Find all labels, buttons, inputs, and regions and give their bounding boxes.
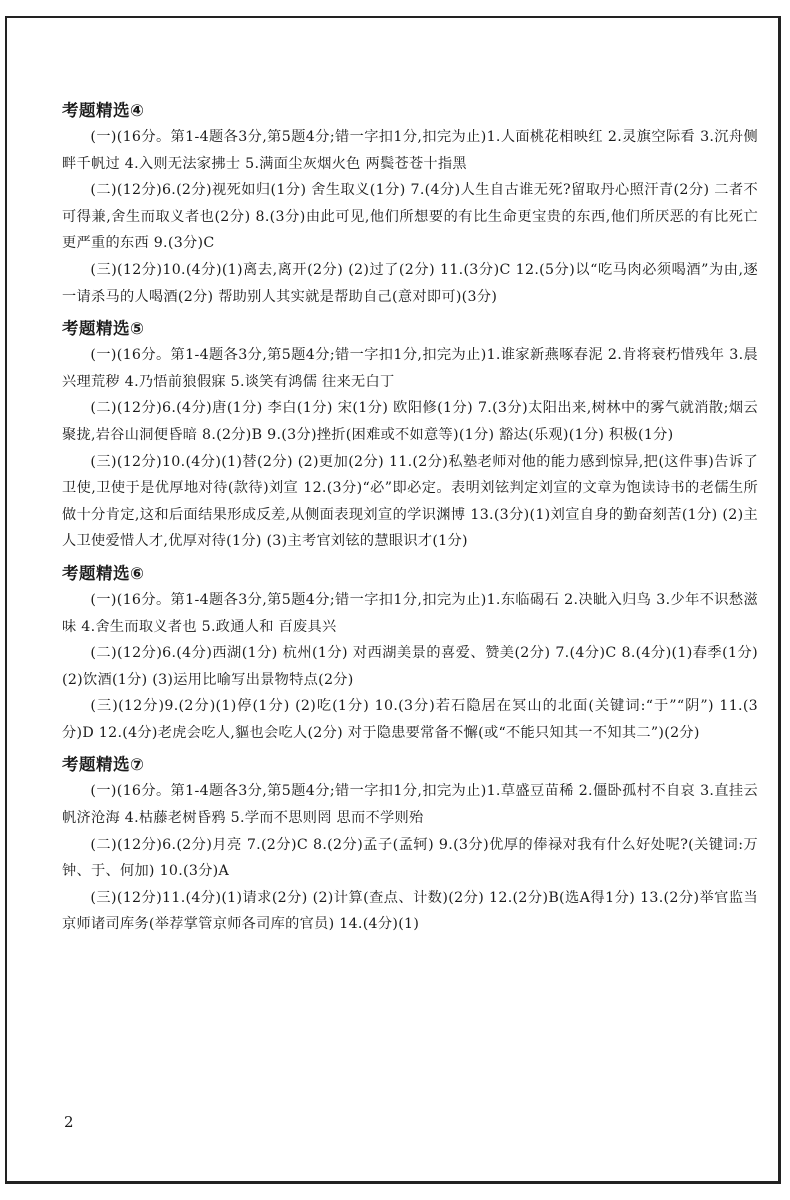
answer-paragraph: (三)(12分)9.(2分)(1)停(1分) (2)吃(1分) 10.(3分)若石隐居在冥山的北面(关键词:“于”“阴”) 11.(3分)D 12.(4分)老虎会吃人,貙也会吃人(2分) 对于隐患要常备不懈(或“不能只知其一不知其二”)(2分) xyxy=(62,698,758,741)
section-heading: 考题精选⑥ xyxy=(62,563,145,583)
answer-paragraph: (二)(12分)6.(2分)视死如归(1分) 舍生取义(1分) 7.(4分)人生自古谁无死?留取丹心照汗青(2分) 二者不可得兼,舍生而取义者也(2分) 8.(3分)由此可见,他们所想要的有比生命更宝贵的东西,他们所厌恶的有比死亡更严重的东西 9.(3分)C xyxy=(62,182,758,252)
answer-paragraph: (三)(12分)11.(4分)(1)请求(2分) (2)计算(查点、计数)(2分) 12.(2分)B(选A得1分) 13.(2分)举官监当京师诸司库务(举荐掌管京师各司库的官员) 14.(4分)(1) xyxy=(62,889,758,933)
page-number: 2 xyxy=(64,1113,74,1131)
answer-paragraph: (一)(16分。第1-4题各3分,第5题4分;错一字扣1分,扣完为止)1.谁家新燕啄春泥 2.肯将衰朽惜残年 3.晨兴理荒秽 4.乃悟前狼假寐 5.谈笑有鸿儒 往来无白丁 xyxy=(62,347,758,390)
answer-paragraph: (三)(12分)10.(4分)(1)替(2分) (2)更加(2分) 11.(2分)私塾老师对他的能力感到惊异,把(这件事)告诉了卫使,卫使于是优厚地对待(款待)刘宣 12.(3分)“必”即必定。表明刘铉判定刘宣的文章为饱读诗书的老儒生所做十分肯定,这和后面结果形成反差,从侧面表现刘宣的学识渊博 13.(3分)(1)刘宣自身的勤奋刻苦(1分) (2)主人卫使爱惜人才,优厚对待(1分) (3)主考官刘铉的慧眼识才(1分) xyxy=(62,453,758,550)
answer-paragraph: (三)(12分)10.(4分)(1)离去,离开(2分) (2)过了(2分) 11.(3分)C 12.(5分)以“吃马肉必须喝酒”为由,逐一请杀马的人喝酒(2分) 帮助别人其实就是帮助自己(意对即可)(3分) xyxy=(62,261,758,305)
section-heading: 考题精选⑤ xyxy=(62,319,145,339)
answer-content xyxy=(62,98,758,938)
answer-paragraph: (二)(12分)6.(2分)月亮 7.(2分)C 8.(2分)孟子(孟轲) 9.(3分)优厚的俸禄对我有什么好处呢?(关键词:万钟、于、何加) 10.(3分)A xyxy=(62,836,758,880)
answer-paragraph: (一)(16分。第1-4题各3分,第5题4分;错一字扣1分,扣完为止)1.草盛豆苗稀 2.僵卧孤村不自哀 3.直挂云帆济沧海 4.枯藤老树昏鸦 5.学而不思则罔 思而不学则殆 xyxy=(62,783,758,827)
section-heading: 考题精选④ xyxy=(62,101,145,120)
answer-paragraph: (二)(12分)6.(4分)唐(1分) 李白(1分) 宋(1分) 欧阳修(1分) 7.(3分)太阳出来,树林中的雾气就消散;烟云聚拢,岩谷山洞便昏暗 8.(2分)B 9.(3分)挫折(困难或不如意等)(1分) 豁达(乐观)(1分) 积极(1分) xyxy=(62,400,758,443)
answer-paragraph: (一)(16分。第1-4题各3分,第5题4分;错一字扣1分,扣完为止)1.东临碣石 2.决眦入归鸟 3.少年不识愁滋味 4.舍生而取义者也 5.政通人和 百废具兴 xyxy=(62,591,758,635)
answer-paragraph: (一)(16分。第1-4题各3分,第5题4分;错一字扣1分,扣完为止)1.人面桃花相映红 2.灵旗空际看 3.沉舟侧畔千帆过 4.入则无法家拂士 5.满面尘灰烟火色 两鬓苍苍十指黑 xyxy=(62,129,758,172)
answer-paragraph: (二)(12分)6.(4分)西湖(1分) 杭州(1分) 对西湖美景的喜爱、赞美(2分) 7.(4分)C 8.(4分)(1)春季(1分) (2)饮酒(1分) (3)运用比喻写出景物特点(2分) xyxy=(62,645,758,688)
section-heading: 考题精选⑦ xyxy=(62,755,145,775)
